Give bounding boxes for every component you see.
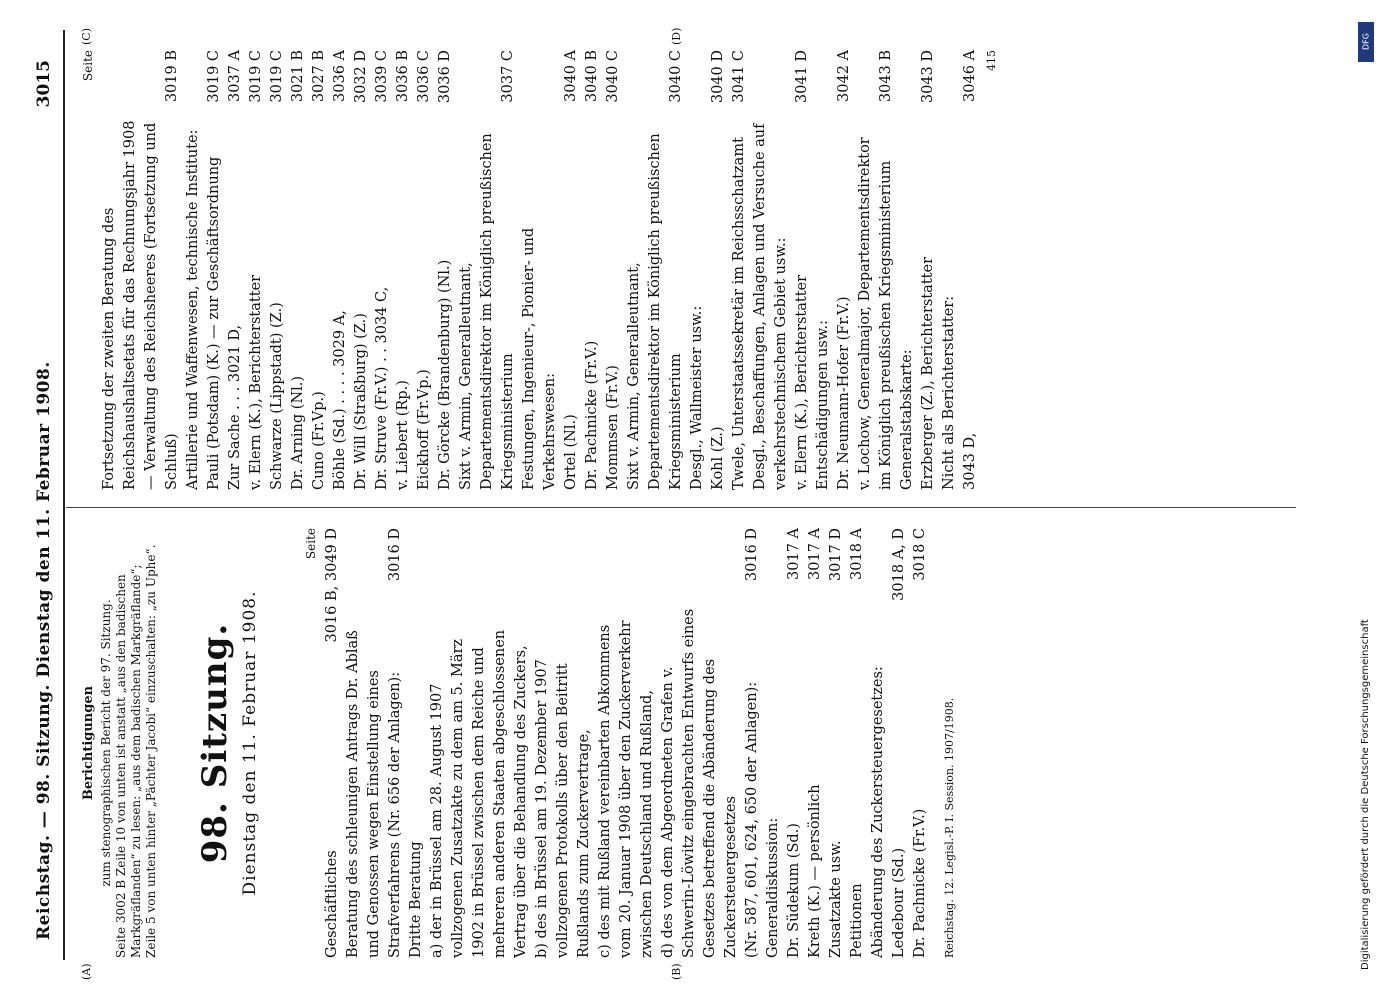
running-header [30, 20, 64, 980]
seite-label-left: Seite [304, 528, 318, 560]
digitization-note: Digitalisierung gefördert durch die Deutsche Forschungsgemeinschaft [1360, 619, 1371, 970]
signature-mark: 415 [985, 50, 998, 71]
toc-entry [267, 50, 288, 490]
toc-entry-text: (Nr. 587, 601, 624, 650 der Anlagen): [744, 681, 760, 958]
toc-entry-text: Pauli (Potsdam) (K.) — zur Geschäftsordnung [206, 156, 222, 490]
running-title: Reichstag. — 98. Sitzung. Dienstag den 11. Februar 1908. [34, 361, 54, 940]
toc-entry-page: 3021 B [290, 50, 306, 103]
toc-entry-page: 3040 C [668, 50, 684, 103]
toc-entry [784, 528, 805, 958]
toc-entry-text: Dr. Görcke (Brandenburg) (Nl.) [437, 259, 453, 490]
session-title: 98. Sitzung. [195, 622, 235, 864]
toc-entry-text: Kohl (Z.) [710, 426, 726, 490]
footer-note: Reichstag. 12. Legisl.-P. I. Session. 1907/1908. [943, 697, 956, 958]
toc-entry-text: Cuno (Fr.Vp.) [311, 391, 327, 490]
toc-entry [225, 50, 246, 490]
toc-entry [204, 50, 225, 490]
toc-entry-text: Böhle (Sd.) . . . . 3029 A, [332, 310, 348, 490]
toc-entry [813, 50, 834, 490]
toc-entry [406, 528, 427, 958]
toc-entry-page: 3018 A [849, 528, 865, 580]
rotated-page [30, 20, 1370, 980]
toc-entry [561, 50, 582, 490]
toc-entry-text: Beratung des schleunigen Antrags Dr. Ablaß und Genossen wegen Einstellung eines Strafverfahrens (Nr. 656 der Anlagen): [345, 630, 403, 958]
toc-entry [330, 50, 351, 490]
toc-entry [763, 528, 784, 958]
toc-entry [939, 50, 960, 490]
toc-entry-page: 3043 B [878, 50, 894, 103]
toc-entry-text: Generaldiskussion: [765, 817, 781, 958]
digitization-sidebar [1356, 10, 1378, 990]
toc-entry-page: 3036 B [395, 50, 411, 103]
toc-entry-page: 3016 B, 3049 D [324, 528, 340, 643]
toc-entry-text: Zur Sache . . . 3021 D, [227, 324, 243, 490]
toc-entry [427, 528, 532, 958]
toc-entry-text: Eickhoff (Fr.Vp.) [416, 369, 432, 490]
corrections-text-2: Zeile 5 von unten hinter „Pächter Jacobi“ einzuschalten: „zu Uphe“. [144, 544, 158, 958]
margin-marker-b: (B) [670, 963, 683, 980]
toc-entry [372, 50, 393, 490]
toc-entry [868, 528, 889, 958]
toc-entry-text: Dr. Pachnicke (Fr.V.) [584, 340, 600, 490]
toc-entry-text: Dr. Südekum (Sd.) [786, 823, 802, 958]
toc-entry-text: Generalstabskarte: [899, 349, 915, 490]
toc-entry-page: 3018 C [912, 528, 928, 581]
toc-entry-text: v. Elern (K.), Berichterstatter [248, 274, 264, 490]
toc-entry-text: d) des von dem Abgeordneten Grafen v. Schwerin-Löwitz eingebrachten Entwurfs eines Gesetzes betreffend die Abänderung des Zuckersteuergesetzes [660, 608, 739, 958]
toc-entry [750, 50, 792, 490]
toc-entry [897, 50, 918, 490]
toc-entry-page: 3027 B [311, 50, 327, 103]
toc-entry-page: 3032 D [353, 50, 369, 104]
seite-label-right: Seite [81, 50, 95, 82]
toc-entry [246, 50, 267, 490]
toc-entry [582, 50, 603, 490]
toc-entry [351, 50, 372, 490]
toc-entry-page: 3040 C [605, 50, 621, 103]
toc-entry-text: 3043 D, [962, 432, 978, 490]
toc-entry [456, 50, 519, 490]
toc-entry-text: Dr. Neumann-Hofer (Fr.V.) [836, 296, 852, 490]
toc-entry [393, 50, 414, 490]
toc-entry-text: Artillerie und Waffenwesen, technische Institute: [185, 129, 201, 490]
right-column [78, 50, 1002, 490]
toc-entry-text: Twele, Unterstaatssekretär im Reichsschatzamt [731, 137, 747, 490]
toc-entry-text: Festungen, Ingenieur-, Pionier- und Verkehrswesen: [521, 227, 558, 490]
toc-entry-text: Mommsen (Fr.V.) [605, 365, 621, 490]
toc-entry-text: v. Lochow, Generalmajor, Departementsdirektor im Königlich preußischen Kriegsministerium [857, 137, 894, 490]
toc-entry [805, 528, 826, 958]
toc-entry [519, 50, 561, 490]
toc-intro-page: 3019 B [164, 50, 180, 103]
left-toc-list [322, 528, 931, 958]
toc-entry [826, 528, 847, 958]
toc-entry-page: 3017 A [786, 528, 802, 580]
toc-entry-text: Ledebour (Sd.) [891, 847, 907, 958]
toc-entry-page: 3037 C [500, 50, 516, 103]
toc-entry-text: c) des mit Rußland vereinbarten Abkommens vom 20. Januar 1908 über den Zuckerverkehr zwischen Deutschland und Rußland, [597, 620, 655, 958]
toc-entry [889, 528, 910, 958]
toc-entry-page: 3017 A [807, 528, 823, 580]
toc-entry-text: Entschädigungen usw.: [815, 320, 831, 490]
corrections-text-1: Seite 3002 B Zeile 10 von unten ist anstatt „aus den badischen Markgräflanden“ zu lesen: „aus dem badischen Markgräflande“; [114, 564, 143, 958]
left-column [78, 528, 960, 958]
column-divider [66, 507, 1296, 508]
toc-entry [729, 50, 750, 490]
toc-entry-page: 3016 D [387, 528, 403, 582]
toc-entry-text: Nicht als Berichterstatter: [941, 295, 957, 490]
toc-entry-text: a) der in Brüssel am 28. August 1907 vollzogenen Zusatzakte zu dem am 5. März 1902 in Brüssel zwischen dem Reiche und mehreren anderen Staaten abgeschlossenen Vertrag über die Behandlung des Zuckers, [429, 629, 529, 958]
toc-entry [435, 50, 456, 490]
toc-entry-page: 3040 B [584, 50, 600, 103]
toc-entry [708, 50, 729, 490]
toc-entry-text: Dr. Will (Straßburg) (Z.) [353, 313, 369, 490]
toc-entry-text: Dr. Arning (Nl.) [290, 375, 306, 490]
toc-intro-text: Fortsetzung der zweiten Beratung des Reichshaushaltsetats für das Rechnungsjahr 1908 — Verwaltung des Reichsheeres (Fortsetzung und Schluß) [101, 120, 180, 490]
toc-intro [99, 50, 183, 490]
toc-entry [792, 50, 813, 490]
toc-entry-text: Zusatzakte usw. [828, 840, 844, 958]
toc-entry-page: 3040 A [563, 50, 579, 102]
toc-entry-text: Desgl., Beschaffungen, Anlagen und Versuche auf verkehrstechnischem Gebiet usw.: [752, 123, 789, 490]
toc-entry [322, 528, 343, 958]
toc-entry-page: 3041 D [794, 50, 810, 104]
toc-entry-page: 3042 A [836, 50, 852, 102]
dfg-logo: DFG [1358, 22, 1374, 62]
page-number: 3015 [34, 60, 54, 108]
toc-entry [595, 528, 658, 958]
toc-entry-text: Dr. Pachnicke (Fr.V.) [912, 808, 928, 958]
toc-entry [183, 50, 204, 490]
toc-entry-text: Desgl., Wallmeister usw.: [689, 305, 705, 490]
toc-entry-page: 3036 D [437, 50, 453, 104]
toc-entry [960, 50, 981, 490]
toc-entry-page: 3040 D [710, 50, 726, 104]
toc-entry-page: 3046 A [962, 50, 978, 102]
toc-entry-text: Dritte Beratung [408, 841, 424, 958]
toc-entry [910, 528, 931, 958]
margin-marker-d: (D) [670, 27, 683, 45]
toc-entry [343, 528, 406, 958]
toc-entry-text: Petitionen [849, 883, 865, 958]
toc-entry-page: 3036 C [416, 50, 432, 103]
toc-entry [414, 50, 435, 490]
session-date: Dienstag den 11. Februar 1908. [240, 590, 260, 896]
right-toc-list [183, 50, 981, 490]
toc-entry-text: b) des in Brüssel am 19. Dezember 1907 vollzogenen Protokolls über den Beitritt Rußlands zum Zuckervertrage, [534, 659, 592, 958]
toc-entry-page: 3037 A [227, 50, 243, 102]
toc-entry [658, 528, 742, 958]
toc-entry-page: 3016 D [744, 528, 760, 582]
toc-entry-page: 3019 C [269, 50, 285, 103]
corrections-subtitle: zum stenographischen Bericht der 97. Sitzung. [99, 599, 113, 887]
toc-entry-page: 3017 D [828, 528, 844, 582]
toc-entry [288, 50, 309, 490]
toc-entry-page: 3036 A [332, 50, 348, 102]
toc-entry-text: Dr. Struve (Fr.V.) . . 3034 C, [374, 286, 390, 490]
toc-entry [855, 50, 897, 490]
toc-entry-text: v. Liebert (Rp.) [395, 380, 411, 490]
toc-entry-page: 3039 C [374, 50, 390, 103]
toc-entry-page: 3043 D [920, 50, 936, 104]
toc-entry-text: Sixt v. Armin, Generalleutnant, Departementsdirektor im Königlich preußischen Kriegsministerium [458, 133, 516, 490]
margin-marker-a: (A) [80, 963, 93, 980]
toc-entry [742, 528, 763, 958]
toc-entry-text: Ortel (Nl.) [563, 414, 579, 490]
toc-entry [603, 50, 624, 490]
toc-entry [918, 50, 939, 490]
toc-entry-text: Schwarze (Lippstadt) (Z.) [269, 302, 285, 490]
toc-entry-text: Kreth (K.) — persönlich [807, 784, 823, 958]
toc-entry [847, 528, 868, 958]
header-rule [63, 30, 65, 960]
toc-entry-page: 3041 C [731, 50, 747, 103]
margin-marker-c: (C) [80, 28, 93, 45]
toc-entry-page: 3019 C [248, 50, 264, 103]
toc-entry-page: 3019 C [206, 50, 222, 103]
toc-entry [834, 50, 855, 490]
toc-entry [687, 50, 708, 490]
toc-entry-text: Geschäftliches [324, 850, 340, 958]
toc-entry-page: 3018 A, D [891, 528, 907, 601]
toc-entry-text: v. Elern (K.), Berichterstatter [794, 274, 810, 490]
toc-entry [624, 50, 687, 490]
toc-entry-text: Sixt v. Armin, Generalleutnant, Departementsdirektor im Königlich preußischen Kriegsministerium [626, 133, 684, 490]
toc-entry-text: Abänderung des Zuckersteuergesetzes: [870, 666, 886, 958]
toc-entry [309, 50, 330, 490]
toc-entry-text: Erzberger (Z.), Berichterstatter [920, 257, 936, 490]
toc-entry [532, 528, 595, 958]
corrections-title: Berichtigungen [81, 685, 96, 801]
